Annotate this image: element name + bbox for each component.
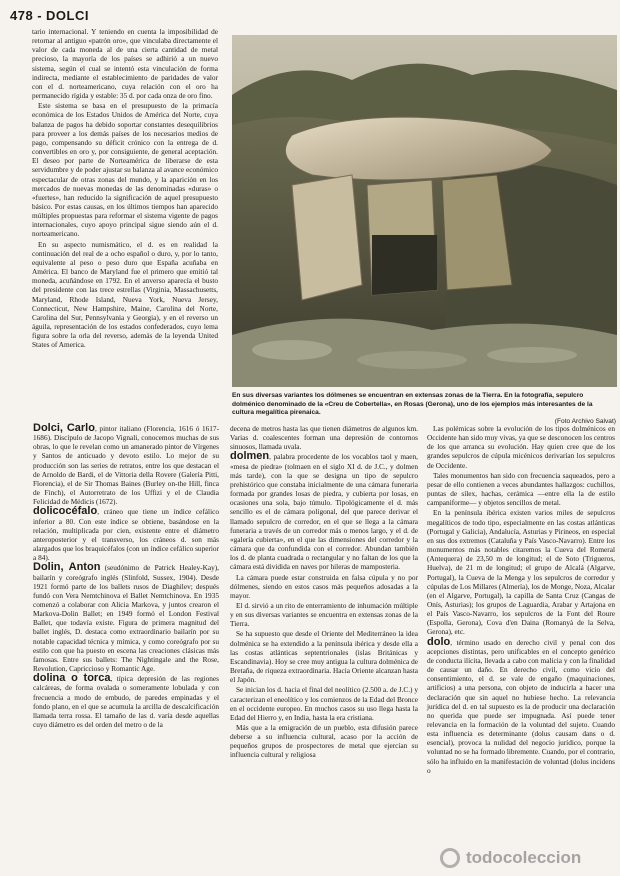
watermark-logo-icon bbox=[440, 848, 460, 868]
paragraph: tario internacional. Y teniendo en cuenta la imposibilidad de retornar al antiguo «patrón oro», que vinculaba directamente el valor de cada moneda al de una cierta cantidad de metal precioso, la mayoría de los países se adhirió a un nuevo sistema, según el cual se intentó esta vinculación de forma indirecta, mediante el establecimiento de paridades de valor con el d. norteamericano, cuya relación con el oro ha permanecido rígida y estable: 35 d. por cada onza de oro fino. bbox=[32, 27, 218, 101]
photo-credit: (Foto Archivo Salvat) bbox=[554, 417, 616, 425]
paragraph bbox=[427, 471, 615, 508]
entry-body: En la península ibérica existen varios miles de sepulcros megalíticos de todo tipo, especialmente en las costas atlánticas (Portugal y Galicia), Andalucía, Asturias y Pirineos, en especial en sus dos extremos (Cataluña y País Vasco-Navarro). Entre los monumentos más notables citaremos la Cueva del Romeral (Antequera) de 23,50 m de longitud; el de Soto (Trigueros, Huelva), de 21 m de longitud; el grupo de Alcalá (Algarve, Portugal), la Cueva de la Menga y los sepulcros de corredor y cúpulas de Los Millares (Almería), los de Monge, Noza, Alcalar (en el Algarve, Portugal), la capilla de Santa Cruz (Cangas de Onís, Asturias); los grupos de Laguardia, Arabar y Artajona en el País Vasco-Navarro, los sepulcros de la Font del Roure (Espolla, Gerona), Cova d'en Daina (Romanyà de la Selva, Gerona), etc. bbox=[427, 508, 615, 637]
column-3-text bbox=[230, 424, 418, 761]
entry-dolci bbox=[33, 424, 219, 506]
paragraph bbox=[427, 424, 615, 470]
paragraph bbox=[230, 723, 418, 760]
entry-dolo bbox=[427, 635, 615, 775]
paragraph: Este sistema se basa en el presupuesto de la primacía económica de los Estados Unidos de América del Norte, cuya balanza de pagos ha debido soportar constantes desequilibrios para proveer a los demás países de los necesarios medios de pago, compensando su déficit crónico con la entrega de d. convertibles en oro y, por consiguiente, de general aceptación. El deseo por parte de Norteamérica de liberarse de esta servidumbre y de poder ajustar su balanza al avance económico espectacular de otras zonas del mundo, y la aparición en los mercados de nuevas monedas de las denominadas «duras» o «fuertes», han reducido la significación de aquel presupuesto básico. Por estas causas, en los últimos tiempos han aparecido múltiples propuestas para reformar el sistema vigente de pagos internacionales, cuyo apoyo principal sigue siendo aún el d. norteamericano. bbox=[32, 101, 218, 239]
entry-headword: Dolin, Anton bbox=[33, 561, 101, 574]
column-1-text bbox=[32, 27, 218, 350]
entry-body: La cámara puede estar construida en falsa cúpula y no por dólmenes, siendo en estos casos más pequeños adosadas a la mayor. bbox=[230, 572, 418, 600]
header-separator: - bbox=[37, 8, 43, 23]
entry-body: , palabra procedente de los vocablos taol y maen, «mesa de piedra» (tolmaen en el siglo XI d. de J.C., y dolmen más tarde), con la que se designa un tipo de sepulcro prehistórico que constaba inicialmente de una cámara funeraria formada por grandes losas de piedra, y cubierta por losas, en ocasiones una sola, bajo túmulo. Tipológicamente el d. más sencillo es el de cámara poligonal, del que parece derivar el llamado sepulcro de corredor, en el que se llega a la cámara funeraria a través de un corredor más o menos largo, y el d. de «galería cubierta», en el que las dimensiones del corredor y la cámara que da confundida con el corredor. Abundan también los d. de planta cuadrada o rectangular y no faltan de los que la cámara está dividida en naves por hileras de mamposteria. bbox=[230, 452, 418, 572]
entry-dolicocefalo bbox=[33, 507, 219, 562]
paragraph bbox=[230, 424, 418, 451]
entry-body: Las polémicas sobre la evolución de los tipos dolménicos en Occidente han sido muy vivas, ya que se desconocen los centros de los que arranca su evolución. Hay quien cree que de los grandes sepulcros de cúpula micénicos derivarían los sepulcros de Occidente. bbox=[427, 424, 615, 470]
entry-headword: dolina o torca bbox=[33, 672, 111, 685]
page-running-title: DOLCI bbox=[46, 8, 89, 23]
entry-body: Se ha supuesto que desde el Oriente del Mediterráneo la idea dolménica se ha extendido a la península ibérica y desde ella a las costas atlánticas septentrionales (islas Británicas y Escandinavia). Hoy se cree muy antigua la cultura dolménica de Bretaña, de riqueza extraordinaria. Hacia Oriente alcanzan hasta el Japón. bbox=[230, 629, 418, 685]
column-2-text bbox=[33, 424, 219, 730]
entry-body: , típica depresión de las regiones calcáreas, de forma ovalada o someramente lobulada y con frecuencia a modo de embudo, de paredes empinadas y el fondo plano, en el que se acumula la arcilla de descalcificación llamada terra rossa. El tamaño de las d. varía desde aquellas cuyo diámetro es del orden del metro o de la bbox=[33, 674, 220, 729]
paragraph bbox=[230, 629, 418, 684]
entry-body: , término usado en derecho civil y penal con dos acepciones distintas, pero unificables en el concepto genérico de conducta ilícita, llevada a cabo con malicia y con la finalidad de causar un daño. En derecho civil, como vicio del consentimiento, el d. se vale de engaño (maquinaciones, artificios) a una persona, con objeto de inducirla a hacer una declaración que sin aquel no hubiese hecho. La relevancia jurídica del d. en tal supuesto es la de producir una declaración no querida que puede ser impugnada. Así puede tener relevancia en la formación de la voluntad del sujeto. Cuando esta influencia es determinante (dolus causam dans o d. esencial), provoca la nulidad del negocio jurídico, porque la voluntad no se ha formado libremente. Cuando, por el contrario, sólo ha influido en la manifestación de voluntad (dolus incidens o bbox=[427, 637, 615, 775]
paragraph bbox=[230, 685, 418, 722]
entry-body: (seudónimo de Patrick Healey-Kay), bailarín y coreógrafo inglés (Slinfold, Sussex, 1904). Desde 1921 formó parte de los ballets rusos de Diaghilev; después fundó con Vera Nemtchinova el Ballet Nemtchinova. En 1935 comenzó a colaborar con Alicia Markova, y juntos crearon el Markova-Dolin Ballet; en 1949 formó el London Festival Ballet, que todavía existe. Figura de primera magnitud del ballet inglés, D. destaca como extraordinario bailarín por su notable capacidad técnica y mímica, y como coreógrafo por su estilo con que ha puesto en escena las creaciones clásicas más famosas. Entre sus ballets: The Nightingale and the Rose, Revolution, Capriccioso y Romantic Age. bbox=[33, 563, 220, 674]
paragraph bbox=[230, 601, 418, 628]
dolmen-photograph bbox=[232, 35, 617, 387]
paragraph bbox=[230, 573, 418, 600]
photo-caption bbox=[232, 392, 616, 426]
paragraph: En su aspecto numismático, el d. es en realidad la continuación del real de a ocho español o duro, y, por lo tanto, equivalente al peso o peso duro que España acuñaba en América. El banco de Maryland fue el primero que emitió tal moneda, acuñándose en 1792. En el anverso aparecía el busto del presidente con las trece estrellas (Virginia, Massachusetts, Maryland, Rhode Island, Nueva York, Nueva Jersey, Connecticut, New Hampshire, Maine, Carolina del Norte, Carolina del Sur, Pennsylvania y Georgia), y en el reverso un águila, representación de los estados confederados, cuyo lema figura sobre la orla del reverso, además de la leyenda United States of America. bbox=[32, 239, 218, 350]
column-4-text bbox=[427, 424, 615, 776]
entry-body: Se inician los d. hacia el final del neolítico (2.500 a. de J.C.) y caracterizan el eneolítico y los comienzos de la Edad del Bronce en el occidente europeo. En muchos casos su uso llega hasta la Edad del Hierro y, en India, hasta la era cristiana. bbox=[230, 685, 419, 722]
entry-body: Más que a la emigración de un pueblo, esta difusión parece deberse a su influencia cultural, acaso por la acción de pequeños grupos de prospectores de metal que ejercían su influencia cultural y religiosa bbox=[230, 723, 418, 760]
entry-headword: Dolci, Carlo bbox=[33, 422, 95, 434]
entry-dolin bbox=[33, 563, 219, 673]
caption-text: En sus diversas variantes los dólmenes se encuentran en extensas zonas de la Tierra. En la fotografía, sepulcro dolménico denominado de la «Creu de Cobertella», en Rosas (Gerona), uno de los ejemplos más interesantes de la cultura megalítica pirenaica. bbox=[232, 392, 593, 417]
entry-dolina bbox=[33, 674, 219, 729]
dolmen-illustration bbox=[232, 35, 617, 387]
entry-body: , pintor italiano (Florencia, 1616 ó 1617-1686). Discípulo de Jacopo Vignali, conocemos muchas de sus obras, lo que le revelan como un amanerado pintor de Vírgenes y Santos de anticuado y devoto estilo. Lo mejor de su producción son las series de retratos, entre los que destacan el de Arnoldo de Bardi, el de Vittoria della Rovere (Galería Pitti, Florencia), el de Sir Thomas Baines (Burley on-the Hill, finca de Finch), el Autorretrato de los Uffizi y el de Claudia Felicidad de Médicis (1672). bbox=[33, 424, 220, 507]
entry-body: El d. sirvió a un rito de enterramiento de inhumación múltiple y en sus diversas variantes se encuentra en extensas zonas de la Tierra. bbox=[230, 600, 418, 629]
entry-headword: dolo bbox=[427, 635, 451, 648]
entry-headword: dolmen bbox=[230, 450, 270, 463]
entry-body: decena de metros hasta las que tienen diámetros de algunos km. Varias d. coalescentes forman una depresión de contornos sinuosos, llamada uvala. bbox=[230, 424, 418, 452]
entry-headword: dolicocéfalo bbox=[33, 505, 98, 518]
page-number: 478 bbox=[10, 8, 34, 23]
page-header bbox=[10, 8, 89, 23]
entry-body: Tales monumentos han sido con frecuencia saqueados, pero a pesar de ello contienen a veces abundantes hallazgos: cuchillos, puntas de sílex, hachas, cerámica —entre ella la de estilo campaniforme— y objetos sencillos de metal. bbox=[427, 470, 615, 508]
entry-dolmen bbox=[230, 452, 418, 571]
watermark-text: todocoleccion bbox=[466, 848, 582, 867]
paragraph bbox=[427, 508, 615, 636]
entry-body: , cráneo que tiene un índice cefálico inferior a 80. Con este índice se obtiene, basándose en la relación, multiplicada por cien, existente entre el diámetro anteroposterior y el transverso, los cráneos d. son más alargados que los braquicéfalos (con un índice cefálico superior a 84). bbox=[33, 507, 219, 563]
watermark bbox=[440, 845, 618, 871]
